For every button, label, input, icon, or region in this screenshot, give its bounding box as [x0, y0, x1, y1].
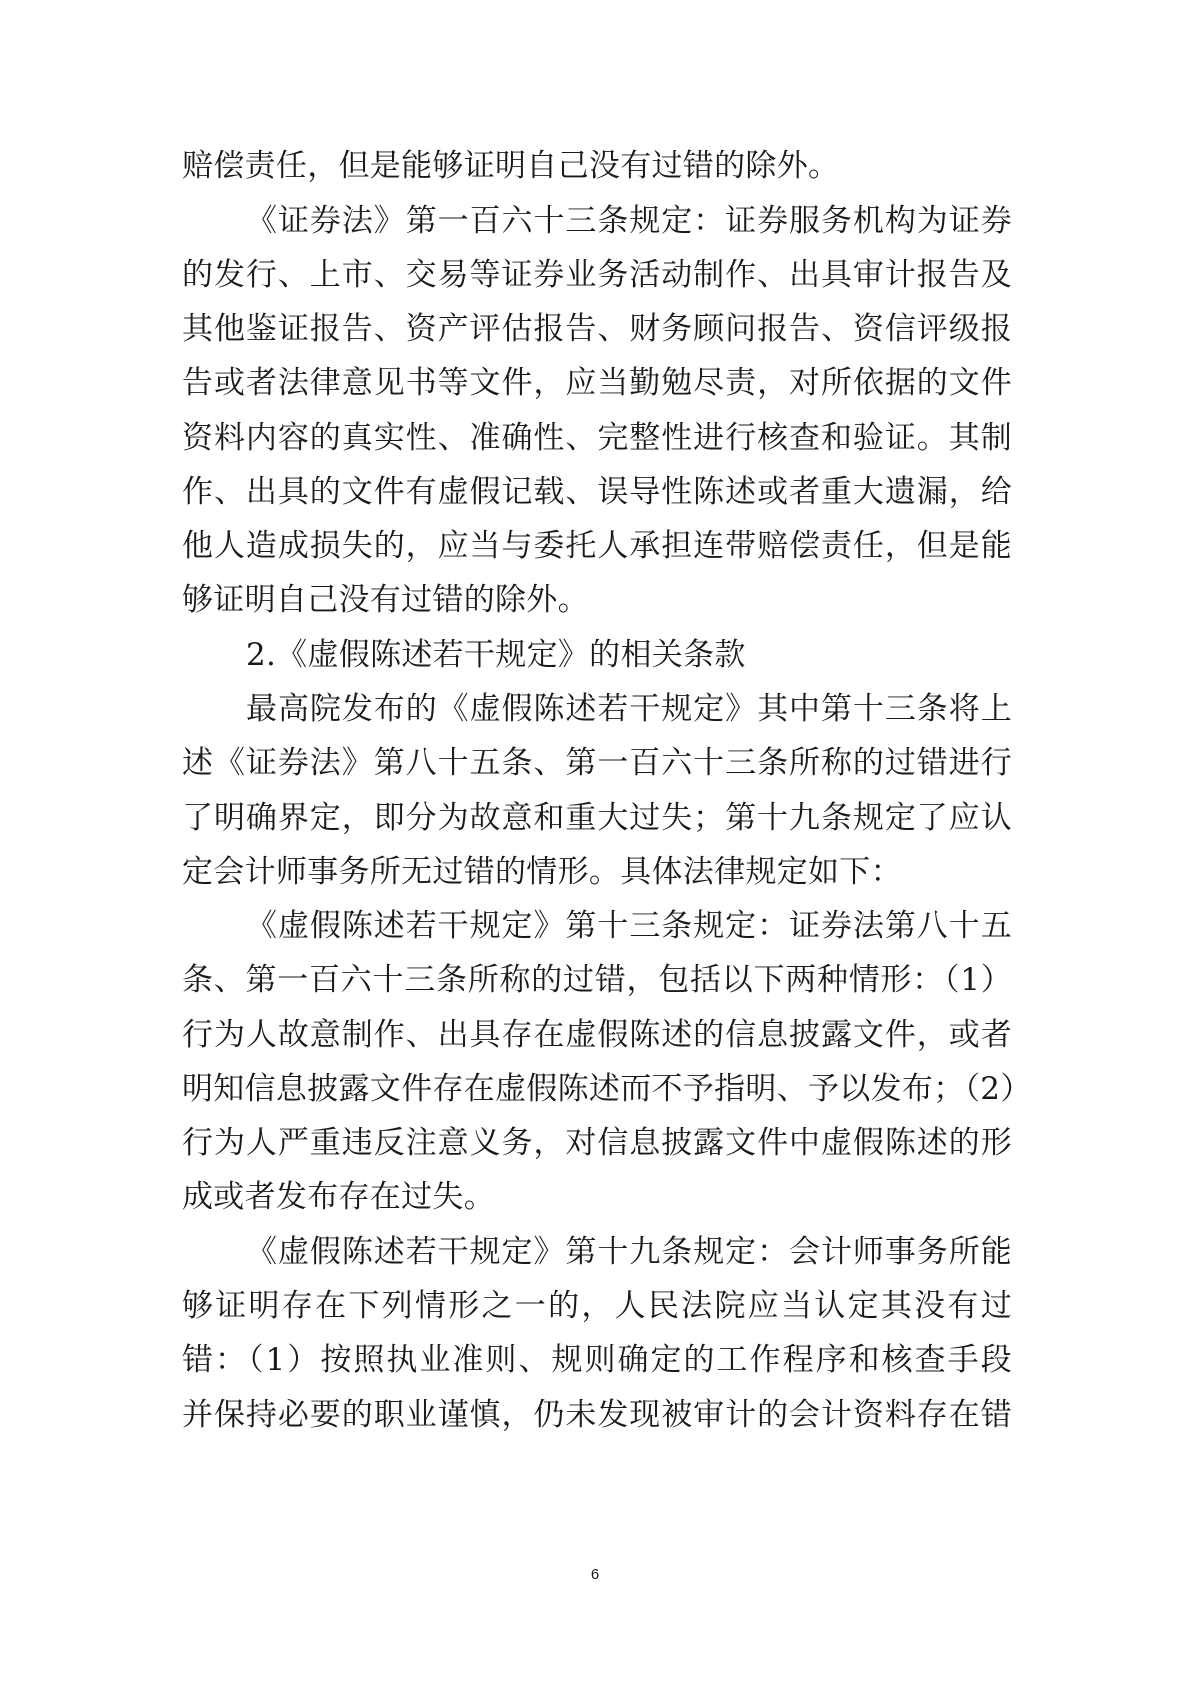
paragraph-first-line: 最高院发布的《虚假陈述若干规定》其中第十三条将上 [246, 691, 1012, 727]
text-line: 成或者发布存在过失。 [182, 1179, 495, 1215]
text-line: 行为人故意制作、出具存在虚假陈述的信息披露文件，或者 [182, 1017, 1012, 1053]
text-line: 作、出具的文件有虚假记载、误导性陈述或者重大遗漏，给 [182, 474, 1012, 510]
text-line: 了明确界定，即分为故意和重大过失；第十九条规定了应认 [182, 800, 1012, 836]
text-line: 告或者法律意见书等文件，应当勤勉尽责，对所依据的文件 [182, 365, 1012, 401]
text-line: 资料内容的真实性、准确性、完整性进行核查和验证。其制 [182, 420, 1012, 456]
paragraph-first-line: 《虚假陈述若干规定》第十九条规定：会计师事务所能 [246, 1234, 1012, 1270]
paragraph-first-line: 《证券法》第一百六十三条规定：证券服务机构为证券 [246, 203, 1012, 239]
text-line: 定会计师事务所无过错的情形。具体法律规定如下： [182, 854, 902, 890]
text-line: 条、第一百六十三条所称的过错，包括以下两种情形：（1） [182, 962, 1012, 998]
text-line: 他人造成损失的，应当与委托人承担连带赔偿责任，但是能 [182, 528, 1012, 564]
text-line: 并保持必要的职业谨慎，仍未发现被审计的会计资料存在错 [182, 1397, 1012, 1433]
text-line: 述《证券法》第八十五条、第一百六十三条所称的过错进行 [182, 745, 1012, 781]
text-line: 行为人严重违反注意义务，对信息披露文件中虚假陈述的形 [182, 1125, 1012, 1161]
text-line: 够证明存在下列情形之一的，人民法院应当认定其没有过 [182, 1288, 1012, 1324]
text-line: 够证明自己没有过错的除外。 [182, 582, 589, 618]
text-line: 的发行、上市、交易等证券业务活动制作、出具审计报告及 [182, 257, 1012, 293]
text-line: 错：（1）按照执业准则、规则确定的工作程序和核查手段 [182, 1342, 1012, 1378]
page-number: 6 [590, 1566, 600, 1583]
text-line: 赔偿责任，但是能够证明自己没有过错的除外。 [182, 148, 840, 184]
text-line: 其他鉴证报告、资产评估报告、财务顾问报告、资信评级报 [182, 311, 1012, 347]
paragraph-first-line: 《虚假陈述若干规定》第十三条规定：证券法第八十五 [246, 908, 1012, 944]
text-line: 明知信息披露文件存在虚假陈述而不予指明、予以发布；（2） [182, 1071, 1032, 1107]
section-heading: 2.《虚假陈述若干规定》的相关条款 [246, 637, 746, 673]
